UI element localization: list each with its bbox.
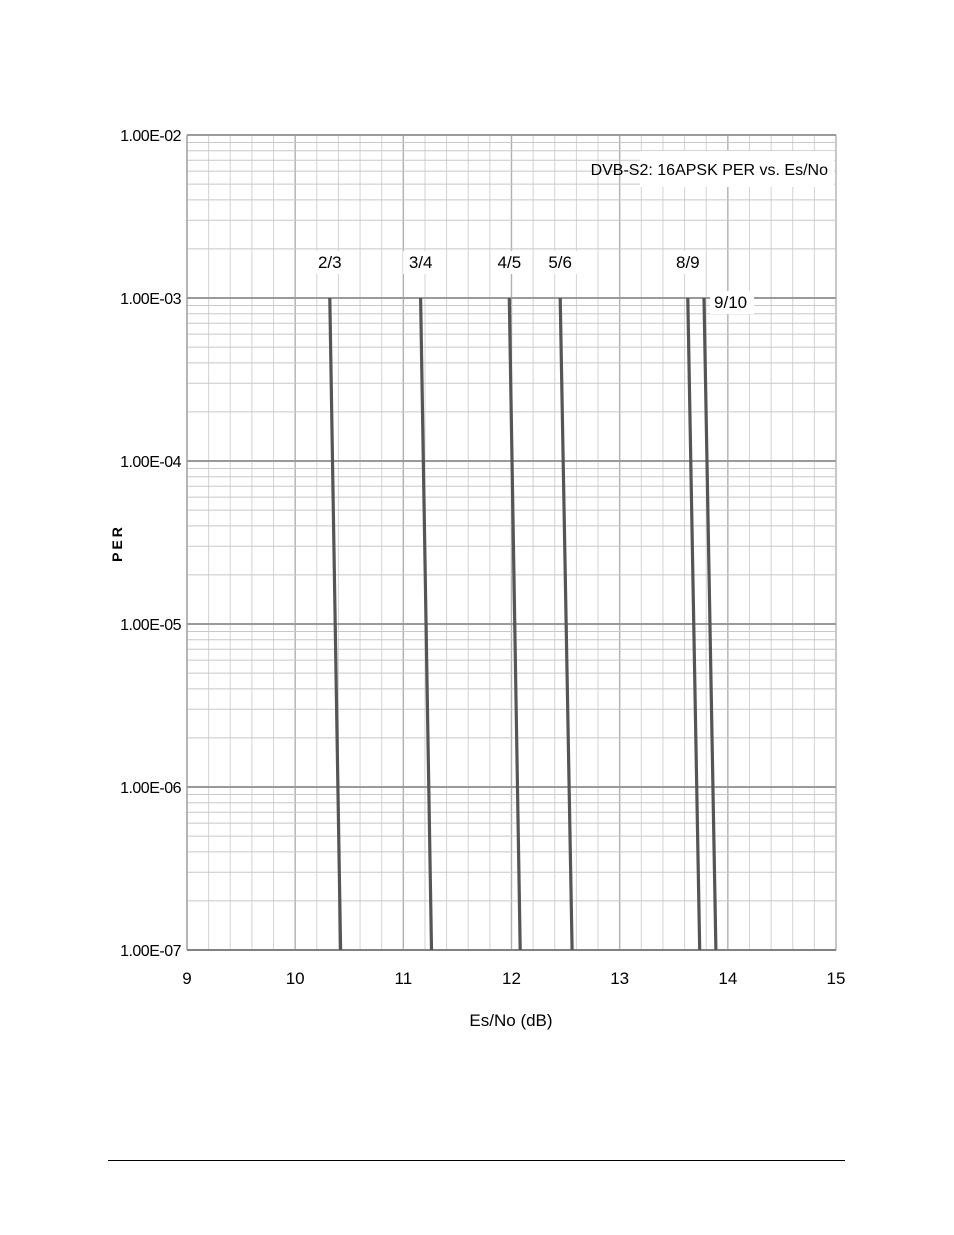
x-axis-label: Es/No (dB) bbox=[469, 1011, 553, 1030]
y-tick-label: 1.00E-02 bbox=[120, 128, 181, 145]
chart-title: DVB-S2: 16APSK PER vs. Es/No bbox=[590, 162, 828, 179]
y-tick-labels bbox=[120, 128, 182, 960]
series-label-3-4: 3/4 bbox=[408, 253, 433, 272]
y-tick-label: 1.00E-03 bbox=[120, 291, 181, 308]
y-tick-label: 1.00E-05 bbox=[120, 617, 181, 634]
series-label-9-10: 9/10 bbox=[714, 293, 748, 312]
y-tick-label: 1.00E-04 bbox=[120, 454, 181, 471]
chart-title-box bbox=[591, 151, 834, 187]
series-label-8-9: 8/9 bbox=[675, 253, 700, 272]
x-tick-label: 13 bbox=[610, 969, 630, 988]
x-tick-labels bbox=[182, 969, 845, 988]
y-tick-label: 1.00E-07 bbox=[120, 943, 181, 960]
y-tick-label: 1.00E-06 bbox=[120, 780, 181, 797]
series-label-5-6: 5/6 bbox=[548, 253, 572, 272]
x-tick-label: 15 bbox=[826, 969, 846, 988]
x-tick-label: 10 bbox=[285, 969, 305, 988]
y-axis-label: PER bbox=[109, 524, 125, 562]
series-label-4-5: 4/5 bbox=[497, 253, 522, 272]
x-tick-label: 11 bbox=[394, 969, 413, 988]
series-label-2-3: 2/3 bbox=[317, 253, 342, 272]
x-tick-label: 9 bbox=[182, 969, 192, 988]
x-tick-label: 14 bbox=[718, 969, 738, 988]
x-tick-label: 12 bbox=[502, 969, 521, 988]
footer-rule bbox=[108, 1160, 845, 1161]
